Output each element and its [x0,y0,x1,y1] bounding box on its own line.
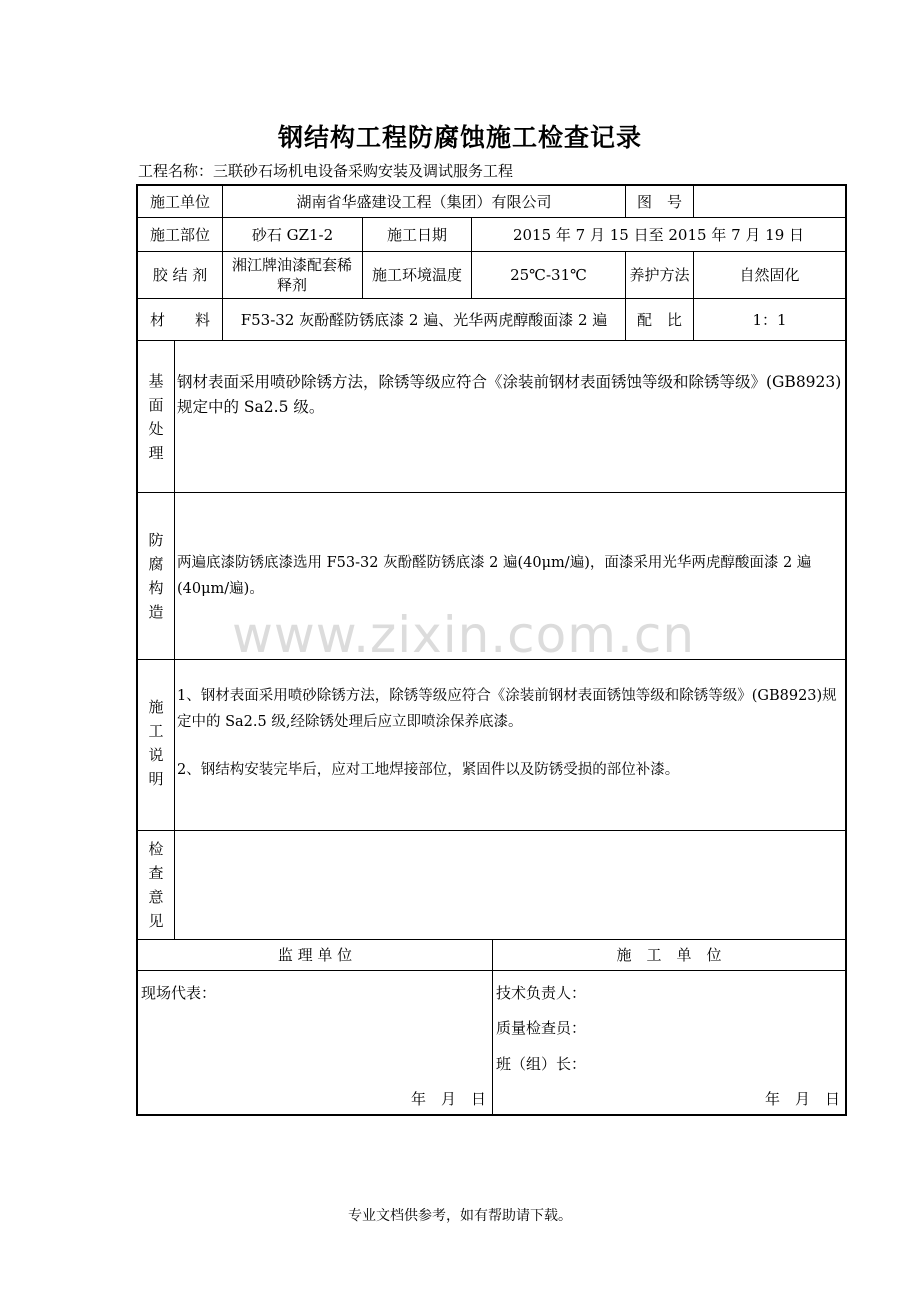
contractor-unit-header: 施 工 单 位 [616,946,722,964]
watermark: www.zixin.com.cn [232,606,696,664]
supervisor-sign-date: 年 月 日 [411,1090,487,1108]
page-footer: 专业文档供参考，如有帮助请下载。 [348,1208,572,1224]
drawing-number-label: 图 号 [636,192,682,211]
adhesive-value: 湘江牌油漆配套稀释剂 [231,256,352,294]
construction-notes-label: 施 工 说 明 [148,698,164,788]
document-title: 钢结构工程防腐蚀施工检查记录 [277,123,642,152]
material-value: F53-32 灰酚醛防锈底漆 2 遍、光华两虎醇酸面漆 2 遍 [240,310,608,329]
supervisor-unit-header: 监 理 单 位 [277,946,353,964]
ambient-temperature-label: 施工环境温度 [371,266,462,284]
curing-method-label: 养护方法 [629,266,690,284]
curing-method-value: 自然固化 [739,266,800,284]
anticorrosion-structure-label: 防 腐 构 造 [148,531,164,621]
construction-note-1: 1、钢材表面采用喷砂除锈方法，除锈等级应符合《涂装前钢材表面锈蚀等级和除锈等级》(GB8923)规定中的 Sa2.5 级,经除锈处理后应立即喷涂保养底漆。 [177,688,837,730]
project-name: 工程名称：三联砂石场机电设备采购安装及调试服务工程 [138,162,514,180]
quality-inspector: 质量检查员： [496,1019,587,1037]
surface-treatment-label: 基 面 处 理 [148,372,164,462]
construction-location-value: 砂石 GZ1-2 [251,225,334,244]
surface-treatment-text: 钢材表面采用喷砂除锈方法，除锈等级应符合《涂装前钢材表面锈蚀等级和除锈等级》(GB8923)规定中的 Sa2.5 级。 [177,373,842,416]
material-label: 材 料 [149,310,210,329]
ambient-temperature-value: 25℃-31℃ [510,266,587,284]
mix-ratio-label: 配 比 [636,310,682,329]
contractor-sign-date: 年 月 日 [765,1090,841,1108]
construction-date-label: 施工日期 [386,225,447,244]
construction-unit-value: 湖南省华盛建设工程（集团）有限公司 [296,192,552,211]
construction-location-label: 施工部位 [149,225,210,244]
construction-unit-label: 施工单位 [149,192,210,211]
team-leader: 班（组）长： [496,1055,587,1073]
anticorrosion-structure-text: 两遍底漆防锈底漆选用 F53-32 灰酚醛防锈底漆 2 遍(40μm/遍)，面漆采用光华两虎醇酸面漆 2 遍(40μm/遍)。 [177,555,812,597]
inspection-opinion-label: 检 查 意 见 [148,840,164,930]
construction-date-value: 2015 年 7 月 15 日至 2015 年 7 月 19 日 [512,225,805,244]
adhesive-label: 胶 结 剂 [152,266,208,284]
construction-note-2: 2、钢结构安装完毕后，应对工地焊接部位，紧固件以及防锈受损的部位补漆。 [177,762,680,778]
site-representative: 现场代表： [141,984,217,1002]
mix-ratio-value: 1：1 [752,310,787,329]
drawing-number-value [694,186,845,217]
technical-lead: 技术负责人： [496,984,587,1002]
